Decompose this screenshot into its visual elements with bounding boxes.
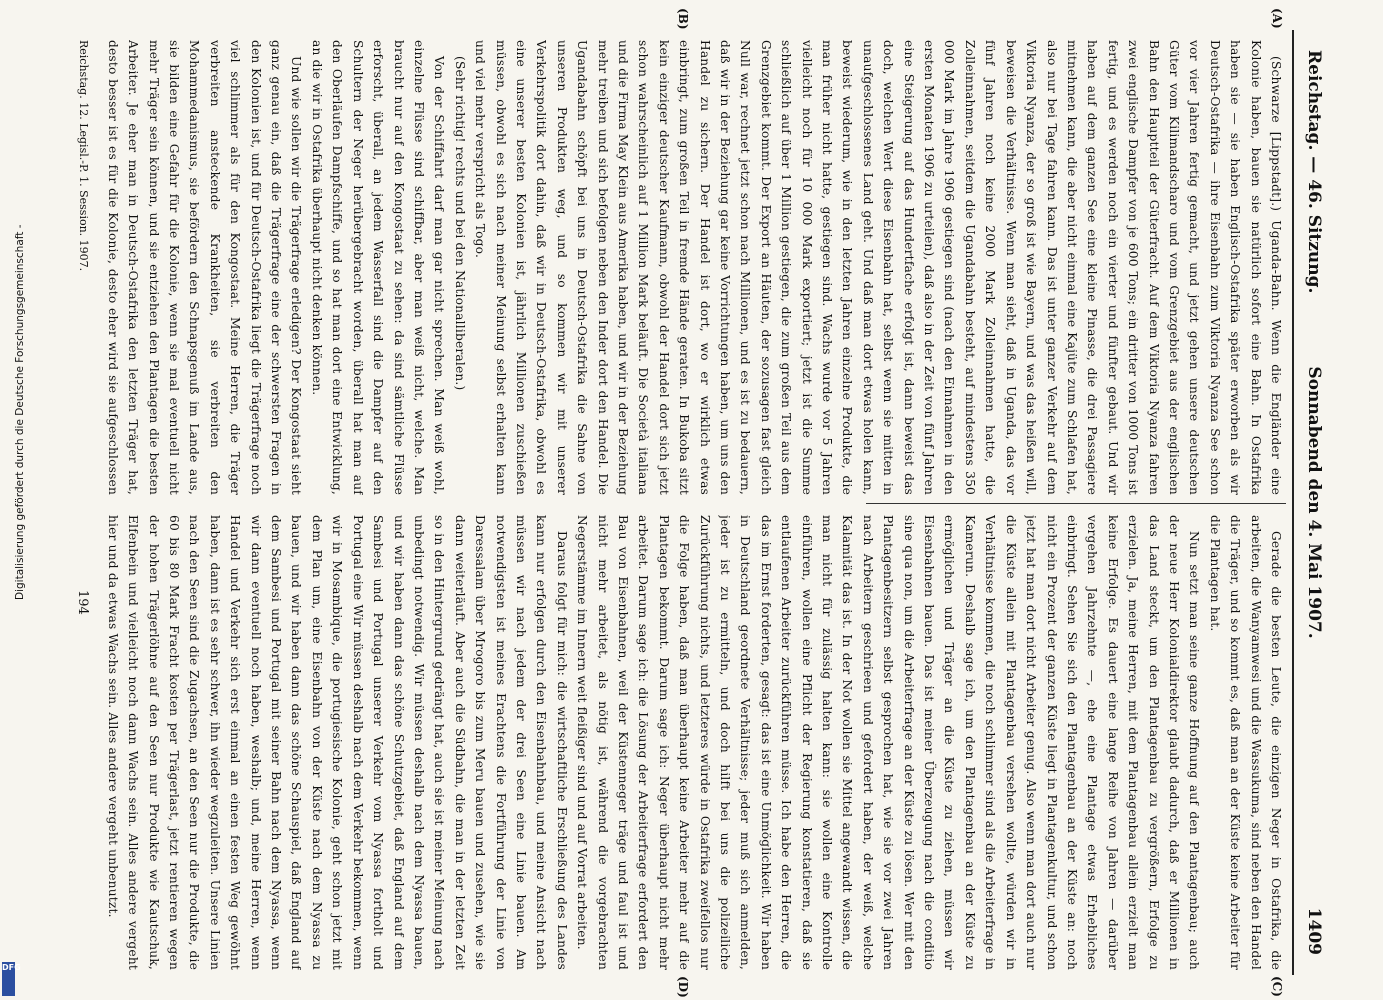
margin-marker-d: (D): [676, 976, 690, 998]
paragraph: Nun setzt man seine ganze Hoffnung auf den Plantagenbau; auch der neue Herr Kolonialdirektor glaubt dadurch, daß er Millionen in das Land steckt, um den Plantagenbau zu vergrößern, Erfolge zu erzielen. Ja, meine Herren, mit dem Plantagenbau allein erzielt man keine Erfolge. Es dauert eine lange Reihe von Jahren — darüber vergehen Jahrzehnte —, ehe eine Plantage etwas Erhebliches einbringt. Sehen Sie sich den Plantagenbau an der Küste an: noch nicht ein Prozent der ganzen Küste liegt in Plantagenkultur, und schon jetzt hat man dort nicht Arbeiter genug. Also wenn man dort auch nur die Küste allein mit Plantagenbau versehen wollte, würden wir in Verhältnisse kommen, die noch schlimmer sind als die Arbeiterfrage in Kamerun. Deshalb sage ich, um den Plantagenbau an der Küste zu ermöglichen und Träger an die Küste zu ziehen, müssen wir Eisenbahnen bauen. Das ist meiner Überzeugung nach die conditio sine qua non, um die Arbeiterfrage an der Küste zu lösen. Wer mit den Plantagenbesitzern selbst gesprochen hat, wie sie vor zwei Jahren nach Arbeitern geschrieen und gefordert haben, der weiß, welche Kalamität das ist. In der Not wollen sie Mittel angewandt wissen, die man nicht für zulässig halten kann: sie wollen eine Kontrolle einführen, wollen eine Pflicht der Regierung konstatieren, daß sie entlaufenen Arbeiter zurückführen müsse. Ich habe den Herren, die das im Ernst forderten, gesagt: das ist eine Unmöglichkeit. Wir haben in Deutschland geordnete Verhältnisse; jeder muß sich anmelden, jeder ist zu ermitteln, und doch hilft bei uns die polizeiliche Zurückführung nichts, und letzteres würde in Ostafrika zweifellos nur die Folge haben, daß man überhaupt keine Arbeiter mehr auf die Plantagen bekommt. Darum sage ich: Neger überhaupt nicht mehr arbeitet. Darum sage ich: die Lösung der Arbeiterfrage erfordert den Bau von Eisenbahnen, weil der Küstenneger träge und faul ist und nicht mehr arbeitet, als nötig ist, während die vorgebrachten Negerstämme im Innern weit fleißiger sind und auf Vorrat arbeiten.: [575, 515, 1202, 970]
dfg-logo: DFG: [2, 962, 15, 996]
footer-legislature: Reichstag. 12. Legisl.-P. 1. Session. 1907.: [77, 40, 90, 272]
header-session: Reichstag. — 46. Sitzung.: [1304, 50, 1324, 294]
right-column: [106, 515, 1286, 970]
header-page-number: 1409: [1304, 907, 1324, 955]
page-content: [60, 8, 1330, 998]
margin-marker-b: (B): [676, 8, 690, 30]
digitization-credit: [0, 0, 26, 1000]
paragraph: Gerade die besten Leute, die einzigen Neger in Ostafrika, die arbeiten, die Wanyamwesi und die Wassukuma, sind neben den Handel die Träger, und so kommt es, daß man an der Küste keine Arbeiter für die Plantagen hat.: [1207, 515, 1283, 970]
header-rule: [1292, 30, 1294, 975]
page-header: [1296, 30, 1330, 975]
credit-text: Digitalisierung gefördert durch die Deutsche Forschungsgemeinschaft -: [14, 224, 26, 600]
paragraph: (Sehr richtig! rechts und bei den Nationalliberalen.): [452, 56, 467, 391]
paragraph: Daraus folgt für mich: die wirtschaftliche Erschließung des Landes kann nur erfolgen durch den Eisenbahnbau, und meine Ansicht nach müssen wir nach jedem der drei Seen eine Linie bauen. Am notwendigsten ist meines Erachtens die Fortführung der Linie von Daressalam über Mrogoro bis zum Meru bauen und zusehen, wie sie dann weiterläuft. Aber auch die Südbahn, die man in der letzten Zeit so in den Hintergrund gedrängt hat, auch sie ist meiner Meinung nach unbedingt notwendig. Wir müssen deshalb nach dem Nyassa bauen, und wir haben dann das schöne Schutzgebiet, daß England auf dem Sambesi und Portugal unserer Verkehr vom Nyassa fortholt und Portugal eine Wir müssen deshalb nach dem Verkehr bekommen, wenn wir in Mosambique, die portugiesische Kolonie, geht schon jetzt mit dem Plan um, eine Eisenbahn von der Küste nach dem Nyassa zu bauen, und wir haben dann das schöne Schauspiel, daß England auf dem Sambesi und Portugal mit seiner Bahn nach dem Nyassa, wenn wir dann eventuell noch haben, weshalb; und, meine Herren, wenn Handel und Verkehr sich erst einmal an einen festen Weg gewöhnt haben, dann ist es sehr schwer, ihn wieder wegzuleiten. Unsere Linien nach den Seen sind die Zugachsen, an den Seen nur die Produkte, die 60 bis 80 Mark Fracht kosten per Trägerlast, jetzt rentieren wegen der hohen Trägerlöhne auf den Seen nur Produkte wie Kautschuk, Elfenbein und vielleicht noch dann Wachs sein. Alles andere vergeht hier und da etwas Wachs sein. Alles andere vergeht unbenutzt.: [106, 515, 569, 970]
paragraph: (Schwarze [Lippstadt].) Uganda-Bahn. Wenn die Engländer eine Kolonie haben, bauen sie natürlich sofort eine Bahn. In Ostafrika haben sie — sie haben Englisch-Ostafrika später erworben als wir Deutsch-Ostafrika — ihre Eisenbahn zum Viktoria Nyanza See schon vor vier Jahren fertig gemacht, und jetzt gehen unsere deutschen Güter vom Kilimandscharo und vom Grenzgebiet aus der englischen Bahn den Hauptteil der Güterfracht. Auf dem Viktoria Nyanza fahren zwei englische Dampfer von je 600 Tons; ein dritter von 1000 Tons ist fertig, und es werden noch ein vierter und fünfter gebaut. Und wir haben auf dem ganzen See eine kleine Pinasse, die drei Passagiere mitnehmen kann, die aber nicht einmal eine Kajüte zum Schlafen hat, also nur bei Tage fahren kann. Das ist unter ganzer Verkehr auf dem Viktoria Nyanza, der so groß ist wie Bayern, und was das heißen will, beweisen die Verhältnisse. Wenn man sieht, daß in Uganda, das vor fünf Jahren noch keine 2000 Mark Zolleinnahmen hatte, die Zolleinnahmen, seitdem die Ugandabahn besteht, auf mindestens 350 000 Mark im Jahre 1906 gestiegen sind (nach den Einnahmen in den ersten Monaten 1906 zu urteilen), daß also in der Zeit von fünf Jahren eine Steigerung auf das Hundertfache erfolgt ist, dann beweist das doch, welchen Wert diese Eisenbahn hat, selbst wenn sie mitten in unaufgeschlossenes Land geht. Und daß man dort etwas holen kann, beweist wiederum, wie in den letzten Jahren einzelne Produkte, die man früher nicht hatte, gestiegen sind. Wachs wurde vor 5 Jahren vielleicht noch für 10 000 Mark exportiert; jetzt ist die Summe schließlich auf über 1 Million gestiegen, die zum großen Teil aus dem Grenzgebiet kommt. Der Export an Häuten, der sozusagen fast gleich Null war, rechnet jetzt schon nach Millionen, und es ist zu bedauern, daß wir in der Beziehung gar keine Vorrichtungen haben, um uns den Handel zu sichern. Der Handel ist dort, wo er wirklich etwas einbringt, zum großen Teil in fremde Hände geraten. In Bukoba sitzt kein einziger deutscher Kaufmann, obwohl der Handel dort sich jetzt schon wahrscheinlich auf 1 Million Mark beläuft. Die Società italiana und die Firma May Klein aus Amerika haben, und wir in der Beziehung mehr treiben und sich befolgen neben den Inder dort den Handel. Die Ugandabahn schöpft bei uns in Deutsch-Ostafrika die Sahne von unseren Produkten weg, und so kommen wir mit unserer Verkehrspolitik dort dahin, daß wir in Deutsch-Ostafrika, obwohl es eine unserer besten Kolonien ist, jährlich Millionen zuschießen müssen, obwohl es sich nach meiner Meinung selbst erhalten kann und viel mehr verspricht als Togo.: [473, 40, 1283, 495]
margin-marker-c: (C): [1270, 976, 1284, 997]
margin-marker-a: (A): [1270, 8, 1284, 29]
paragraph: Von der Schiffahrt darf man gar nicht sprechen. Man weiß wohl, einzelne Flüsse sind schiffbar, aber man weiß nicht, welche. Man braucht nur auf den Kongostaat zu sehen: da sind sämtliche Flüsse erforscht, überall, an jedem Wasserfall sind die Dampfer auf den Schultern der Neger herübergebracht worden, überall hat man auf den Oberläufen Dampfschiffe, und so hat man dort eine Entwicklung, an die wir in Ostafrika überhaupt nicht denken können.: [309, 40, 447, 495]
footer-page-number: 194: [75, 590, 90, 615]
column-divider: [866, 503, 1286, 504]
left-column: [106, 40, 1286, 495]
paragraph: Und wie sollen wir die Trägerfrage erledigen? Der Kongostaat sieht ganz genau ein, daß die Trägerfrage eine der schwersten Fragen in den Kolonien ist, und für Deutsch-Ostafrika liegt die Trägerfrage noch viel schlimmer als für den Kongostaat. Meine Herren, die Träger verbreiten ansteckende Krankheiten, sie verbreiten den Mohammedanismus, sie befördern den Schnapsgenuß im Lande aus, sie bilden eine Gefahr für die Kolonie, wenn sie mal eventuell nicht mehr Träger sein können, und sie entziehen den Plantagen die besten Arbeiter. Je eher man in Deutsch-Ostafrika den letzten Träger hat, desto besser ist es für die Kolonie, desto eher wird sie aufgeschlossen: [106, 40, 304, 495]
rotated-page-area: [60, 8, 1330, 998]
header-date: Sonnabend den 4. Mai 1907.: [1304, 366, 1324, 639]
